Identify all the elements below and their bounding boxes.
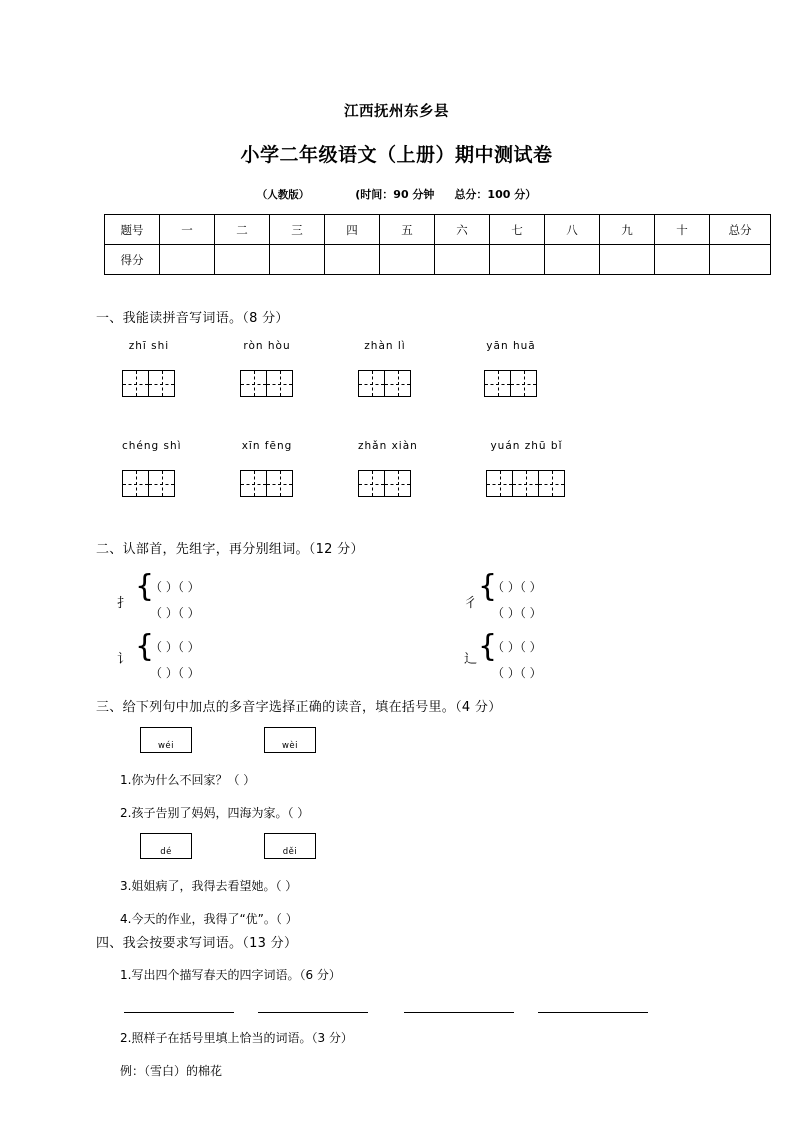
tianzi-cell[interactable]	[240, 370, 267, 397]
section-3-heading: 三、给下列句中加点的多音字选择正确的读音，填在括号里。（4 分）	[96, 700, 502, 715]
score-cell-6[interactable]	[435, 245, 490, 275]
answer-blanks-row[interactable]: （ ）（ ）	[492, 580, 542, 594]
tone-choice-label: wéi	[157, 741, 175, 751]
pinyin-label: zhī shi	[128, 340, 170, 352]
tianzi-grid[interactable]	[240, 370, 294, 397]
pinyin-label: yān huā	[486, 340, 536, 352]
tianzi-cell[interactable]	[384, 470, 411, 497]
table-row	[105, 215, 771, 245]
tianzi-cell[interactable]	[148, 370, 175, 397]
answer-blanks-row[interactable]: （ ）（ ）	[150, 580, 200, 594]
question-1[interactable]: 1.你为什么不回家？（ ）	[120, 773, 256, 787]
tianzi-grid[interactable]	[240, 470, 294, 497]
section-4-item-2: 2.照样子在括号里填上恰当的词语。（3 分）	[120, 1031, 353, 1045]
section-4-example: 例：（雪白）的棉花	[120, 1064, 223, 1078]
tianzi-grid[interactable]	[484, 370, 538, 397]
score-table-wrapper	[104, 214, 771, 275]
pinyin-label: yuán zhū bǐ	[490, 440, 563, 452]
tone-choice-label: wèi	[281, 741, 299, 751]
radical-hand: 扌	[117, 596, 131, 611]
question-3[interactable]: 3.姐姐病了，我得去看望她。（ ）	[120, 879, 298, 893]
answer-blanks-row[interactable]: （ ）（ ）	[150, 666, 200, 680]
col-header-8: 八	[545, 215, 600, 245]
tianzi-cell[interactable]	[358, 470, 385, 497]
tianzi-cell[interactable]	[510, 370, 537, 397]
tianzi-grid[interactable]	[122, 370, 176, 397]
col-header-9: 九	[600, 215, 655, 245]
score-cell-7[interactable]	[490, 245, 545, 275]
edition-label: （人教版）	[256, 189, 310, 201]
score-cell-2[interactable]	[215, 245, 270, 275]
score-cell-1[interactable]	[160, 245, 215, 275]
pinyin-item-6	[240, 440, 294, 497]
pinyin-item-5	[122, 440, 182, 497]
tianzi-cell[interactable]	[384, 370, 411, 397]
school-name: 江西抚州东乡县	[344, 104, 449, 120]
pinyin-label: ròn hòu	[243, 340, 291, 352]
section-4-heading: 四、我会按要求写词语。（13 分）	[96, 936, 298, 951]
col-header-10: 十	[655, 215, 710, 245]
tianzi-grid[interactable]	[358, 470, 412, 497]
score-cell-8[interactable]	[545, 245, 600, 275]
page-title: 小学二年级语文（上册）期中测试卷	[240, 144, 553, 166]
tianzi-cell[interactable]	[512, 470, 539, 497]
tianzi-cell[interactable]	[148, 470, 175, 497]
row-label-number: 题号	[105, 215, 160, 245]
table-row	[105, 245, 771, 275]
pinyin-label: zhàn lì	[364, 340, 406, 352]
tone-choice-box-wei4[interactable]	[264, 727, 316, 753]
brace-icon: {	[135, 569, 155, 604]
radical-speech: 讠	[117, 652, 131, 667]
col-header-5: 五	[380, 215, 435, 245]
score-cell-10[interactable]	[655, 245, 710, 275]
radical-walk: 辶	[464, 652, 478, 667]
tianzi-cell[interactable]	[122, 470, 149, 497]
total-score-label: 总分：100 分）	[454, 188, 537, 201]
tianzi-cell[interactable]	[486, 470, 513, 497]
tianzi-grid[interactable]	[122, 470, 176, 497]
answer-blanks-row[interactable]: （ ）（ ）	[150, 606, 200, 620]
tianzi-cell[interactable]	[538, 470, 565, 497]
tianzi-cell[interactable]	[266, 470, 293, 497]
brace-icon: {	[478, 569, 498, 604]
exam-meta	[0, 186, 793, 202]
col-header-6: 六	[435, 215, 490, 245]
score-cell-5[interactable]	[380, 245, 435, 275]
answer-blanks-row[interactable]: （ ）（ ）	[492, 640, 542, 654]
pinyin-item-7	[358, 440, 418, 497]
tone-choice-label: děi	[282, 847, 298, 857]
tone-choice-box-dei3[interactable]	[264, 833, 316, 859]
tianzi-cell[interactable]	[122, 370, 149, 397]
col-header-4: 四	[325, 215, 380, 245]
answer-blank-line[interactable]	[538, 1012, 648, 1013]
brace-icon: {	[478, 629, 498, 664]
tianzi-grid[interactable]	[486, 470, 567, 497]
radical-chi: 彳	[464, 596, 478, 611]
section-2-heading: 二、认部首，先组字，再分别组词。（12 分）	[96, 542, 364, 557]
answer-blank-line[interactable]	[404, 1012, 514, 1013]
row-label-score: 得分	[105, 245, 160, 275]
score-cell-3[interactable]	[270, 245, 325, 275]
score-cell-9[interactable]	[600, 245, 655, 275]
answer-blank-line[interactable]	[258, 1012, 368, 1013]
tianzi-cell[interactable]	[358, 370, 385, 397]
answer-blanks-row[interactable]: （ ）（ ）	[492, 666, 542, 680]
pinyin-label: xīn fēng	[241, 440, 293, 452]
answer-blanks-row[interactable]: （ ）（ ）	[492, 606, 542, 620]
col-header-3: 三	[270, 215, 325, 245]
answer-blank-line[interactable]	[124, 1012, 234, 1013]
tianzi-grid[interactable]	[358, 370, 412, 397]
col-header-1: 一	[160, 215, 215, 245]
tone-choice-box-wei2[interactable]	[140, 727, 192, 753]
tianzi-cell[interactable]	[240, 470, 267, 497]
pinyin-label: zhǎn xiàn	[358, 440, 418, 452]
question-4[interactable]: 4.今天的作业，我得了“优”。（ ）	[120, 912, 298, 926]
tone-choice-label: dé	[160, 847, 172, 857]
pinyin-label: chéng shì	[122, 440, 182, 452]
answer-blanks-row[interactable]: （ ）（ ）	[150, 640, 200, 654]
pinyin-item-4	[484, 340, 538, 397]
pinyin-item-3	[358, 340, 412, 397]
pinyin-item-8	[486, 440, 567, 497]
tianzi-cell[interactable]	[266, 370, 293, 397]
tianzi-cell[interactable]	[484, 370, 511, 397]
section-4-item-1: 1.写出四个描写春天的四字词语。（6 分）	[120, 968, 341, 982]
score-table	[104, 214, 771, 275]
col-header-2: 二	[215, 215, 270, 245]
section-1-heading: 一、我能读拼音写词语。（8 分）	[96, 311, 289, 326]
col-header-total: 总分	[710, 215, 771, 245]
tone-choice-box-de2[interactable]	[140, 833, 192, 859]
score-cell-4[interactable]	[325, 245, 380, 275]
pinyin-item-2	[240, 340, 294, 397]
time-label: (时间：90 分钟	[355, 188, 435, 201]
question-2[interactable]: 2.孩子告别了妈妈，四海为家。（ ）	[120, 806, 310, 820]
pinyin-item-1	[122, 340, 176, 397]
brace-icon: {	[135, 629, 155, 664]
col-header-7: 七	[490, 215, 545, 245]
score-cell-total[interactable]	[710, 245, 771, 275]
